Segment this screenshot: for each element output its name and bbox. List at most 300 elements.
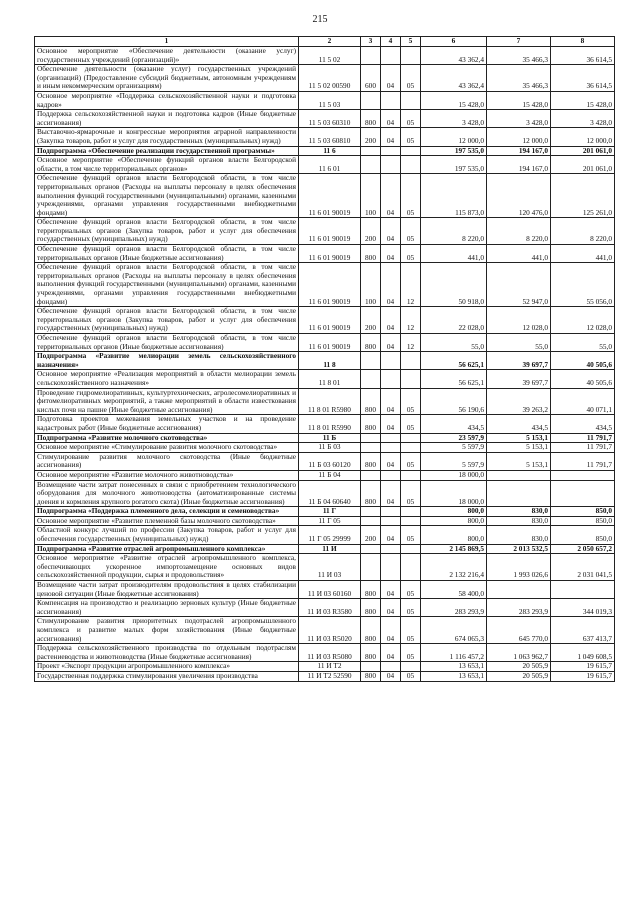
section-code: 04	[381, 307, 401, 334]
amount-year-1: 2 132 216,4	[421, 554, 487, 581]
row-name: Основное мероприятие «Обеспечение деятельности (оказание услуг) государственных учреждений (организаций)»	[35, 47, 299, 65]
amount-year-2: 39 697,7	[487, 370, 551, 388]
subsection-code: 05	[401, 644, 421, 662]
table-row	[35, 47, 615, 65]
amount-year-3: 15 428,0	[551, 91, 615, 109]
table-row	[35, 245, 615, 263]
expense-type: 100	[361, 263, 381, 307]
subsection-code: 05	[401, 245, 421, 263]
row-name: Государственная поддержка стимулирования увеличения производства	[35, 671, 299, 681]
table-row	[35, 370, 615, 388]
section-code	[381, 146, 401, 156]
row-name: Обеспечение функций органов власти Белгородской области, в том числе территориальных органов (Расходы на выплаты персоналу в целях обеспечения выполнения функций государственными (муниципальными) органами, казенными учреждениями, органами управления государственными внебюджетными фондами)	[35, 174, 299, 218]
target-code: 11 5 03	[299, 91, 361, 109]
table-row	[35, 581, 615, 599]
table-row	[35, 516, 615, 526]
amount-year-1: 800,0	[421, 516, 487, 526]
expense-type	[361, 544, 381, 554]
table-row	[35, 443, 615, 453]
page-number: 215	[312, 14, 328, 25]
expense-type	[361, 554, 381, 581]
row-name: Стимулирование развития приоритетных подотраслей агропромышленного комплекса и развитие малых форм хозяйствования (Иные бюджетные ассигнования)	[35, 617, 299, 644]
row-name: Подпрограмма «Развитие отраслей агропромышленного комплекса»	[35, 544, 299, 554]
amount-year-1: 56 190,6	[421, 388, 487, 415]
target-code: 11 8 01 R5990	[299, 415, 361, 433]
target-code: 11 5 03 60310	[299, 110, 361, 128]
expense-type: 800	[361, 581, 381, 599]
amount-year-1: 197 535,0	[421, 156, 487, 174]
section-code: 04	[381, 334, 401, 352]
expense-type: 800	[361, 388, 381, 415]
expense-type	[361, 433, 381, 443]
subsection-code: 05	[401, 599, 421, 617]
target-code: 11 И Т2	[299, 662, 361, 672]
amount-year-1: 434,5	[421, 415, 487, 433]
row-name: Основное мероприятие «Реализация мероприятий в области мелиорации земель сельскохозяйственного назначения»	[35, 370, 299, 388]
target-code: 11 Б 03	[299, 443, 361, 453]
table-row	[35, 526, 615, 544]
section-code: 04	[381, 65, 401, 92]
expense-type	[361, 516, 381, 526]
amount-year-3: 19 615,7	[551, 671, 615, 681]
row-name: Возмещение части затрат понесенных в связи с приобретением технологического оборудования для молочного животноводства (автоматизированные системы доения и кормления крупного рогатого скота) (Иные бюджетные ассигнования)	[35, 480, 299, 507]
expense-type: 800	[361, 671, 381, 681]
table-row	[35, 544, 615, 554]
row-name: Основное мероприятие «Развитие отраслей агропромышленного комплекса, обеспечивающих ускоренное импортозамещение основных видов сельскохозяйственной продукции, сырья и продовольствия»	[35, 554, 299, 581]
table-row	[35, 415, 615, 433]
row-name: Поддержка сельскохозяйственного производства по отдельным подотраслям растениеводства и животноводства (Иные бюджетные ассигнования)	[35, 644, 299, 662]
section-code: 04	[381, 480, 401, 507]
section-code	[381, 91, 401, 109]
header-col-8: 8	[551, 37, 615, 47]
expense-type: 800	[361, 644, 381, 662]
amount-year-3: 36 614,5	[551, 65, 615, 92]
section-code	[381, 47, 401, 65]
section-code	[381, 544, 401, 554]
amount-year-1: 5 597,9	[421, 443, 487, 453]
amount-year-1: 15 428,0	[421, 91, 487, 109]
amount-year-1: 18 000,0	[421, 470, 487, 480]
row-name: Подпрограмма «Развитие молочного скотоводства»	[35, 433, 299, 443]
target-code: 11 8 01	[299, 370, 361, 388]
amount-year-3: 125 261,0	[551, 174, 615, 218]
expense-type	[361, 370, 381, 388]
section-code	[381, 554, 401, 581]
target-code: 11 Б 04 60640	[299, 480, 361, 507]
row-name: Обеспечение деятельности (оказание услуг) государственных учреждений (организаций) (Предоставление субсидий бюджетным, автономным учреждениям и иным некоммерческим организациям)	[35, 65, 299, 92]
expense-type: 800	[361, 415, 381, 433]
section-code: 04	[381, 671, 401, 681]
header-row	[35, 37, 615, 47]
table-row	[35, 218, 615, 245]
row-name: Компенсация на производство и реализацию зерновых культур (Иные бюджетные ассигнования)	[35, 599, 299, 617]
expense-type: 800	[361, 110, 381, 128]
expense-type	[361, 470, 381, 480]
subsection-code: 12	[401, 307, 421, 334]
amount-year-1: 23 597,9	[421, 433, 487, 443]
section-code	[381, 516, 401, 526]
amount-year-3: 850,0	[551, 526, 615, 544]
subsection-code	[401, 554, 421, 581]
table-row	[35, 671, 615, 681]
table-row	[35, 156, 615, 174]
expense-type	[361, 47, 381, 65]
target-code: 11 И Т2 52590	[299, 671, 361, 681]
section-code: 04	[381, 128, 401, 146]
subsection-code	[401, 146, 421, 156]
table-row	[35, 174, 615, 218]
section-code	[381, 370, 401, 388]
amount-year-3	[551, 470, 615, 480]
amount-year-1: 13 653,1	[421, 671, 487, 681]
table-row	[35, 352, 615, 370]
row-name: Подпрограмма «Обеспечение реализации государственной программы»	[35, 146, 299, 156]
row-name: Обеспечение функций органов власти Белгородской области, в том числе территориальных органов (Иные бюджетные ассигнования)	[35, 245, 299, 263]
amount-year-3: 441,0	[551, 245, 615, 263]
target-code: 11 Б 04	[299, 470, 361, 480]
amount-year-3: 2 050 657,2	[551, 544, 615, 554]
target-code: 11 6 01 90019	[299, 245, 361, 263]
table-row	[35, 128, 615, 146]
expense-type	[361, 443, 381, 453]
amount-year-2: 20 505,9	[487, 671, 551, 681]
amount-year-2: 20 505,9	[487, 662, 551, 672]
header-col-5: 5	[401, 37, 421, 47]
table-body	[35, 47, 615, 682]
amount-year-1: 800,0	[421, 507, 487, 517]
section-code: 04	[381, 263, 401, 307]
amount-year-1: 800,0	[421, 526, 487, 544]
expense-type: 200	[361, 526, 381, 544]
section-code	[381, 443, 401, 453]
amount-year-2: 5 153,1	[487, 433, 551, 443]
section-code: 04	[381, 526, 401, 544]
section-code: 04	[381, 110, 401, 128]
header-col-2: 2	[299, 37, 361, 47]
amount-year-3: 12 028,0	[551, 307, 615, 334]
header-col-3: 3	[361, 37, 381, 47]
amount-year-3: 8 220,0	[551, 218, 615, 245]
amount-year-3: 40 505,6	[551, 370, 615, 388]
target-code: 11 5 02 00590	[299, 65, 361, 92]
target-code: 11 6 01 90019	[299, 218, 361, 245]
amount-year-2: 1 063 962,7	[487, 644, 551, 662]
amount-year-2: 194 167,0	[487, 156, 551, 174]
row-name: Подпрограмма «Поддержка племенного дела, селекции и семеноводства»	[35, 507, 299, 517]
amount-year-3: 55,0	[551, 334, 615, 352]
row-name: Возмещение части затрат производителям продовольствия в целях стабилизации ценовой ситуации (Иные бюджетные ассигнования)	[35, 581, 299, 599]
row-name: Обеспечение функций органов власти Белгородской области, в том числе территориальных органов (Расходы на выплаты персоналу в целях обеспечения выполнения функций государственными (муниципальными) органами, казенными учреждениями, органами управления государственными внебюджетными фондами)	[35, 263, 299, 307]
amount-year-1: 43 362,4	[421, 65, 487, 92]
row-name: Обеспечение функций органов власти Белгородской области, в том числе территориальных органов (Закупка товаров, работ и услуг для обеспечения государственных (муниципальных) нужд)	[35, 307, 299, 334]
expense-type: 200	[361, 218, 381, 245]
amount-year-2: 55,0	[487, 334, 551, 352]
header-col-7: 7	[487, 37, 551, 47]
amount-year-3: 36 614,5	[551, 47, 615, 65]
amount-year-2: 2 013 532,5	[487, 544, 551, 554]
subsection-code	[401, 507, 421, 517]
amount-year-2: 12 000,0	[487, 128, 551, 146]
subsection-code	[401, 47, 421, 65]
subsection-code	[401, 470, 421, 480]
table-row	[35, 433, 615, 443]
subsection-code: 05	[401, 128, 421, 146]
amount-year-3: 11 791,7	[551, 433, 615, 443]
row-name: Обеспечение функций органов власти Белгородской области, в том числе территориальных органов (Закупка товаров, работ и услуг для обеспечения государственных (муниципальных) нужд)	[35, 218, 299, 245]
subsection-code	[401, 544, 421, 554]
target-code: 11 И	[299, 544, 361, 554]
subsection-code: 05	[401, 174, 421, 218]
amount-year-1: 2 145 869,5	[421, 544, 487, 554]
amount-year-2: 12 028,0	[487, 307, 551, 334]
amount-year-3: 201 061,0	[551, 156, 615, 174]
subsection-code: 05	[401, 617, 421, 644]
amount-year-1: 115 873,0	[421, 174, 487, 218]
section-code: 04	[381, 218, 401, 245]
amount-year-3: 11 791,7	[551, 452, 615, 470]
amount-year-1: 43 362,4	[421, 47, 487, 65]
target-code: 11 6 01 90019	[299, 334, 361, 352]
row-name: Основное мероприятие «Поддержка сельскохозяйственной науки и подготовка кадров»	[35, 91, 299, 109]
amount-year-2: 830,0	[487, 516, 551, 526]
amount-year-3: 55 056,0	[551, 263, 615, 307]
expense-type: 800	[361, 617, 381, 644]
subsection-code: 05	[401, 65, 421, 92]
amount-year-1: 22 028,0	[421, 307, 487, 334]
amount-year-1: 18 000,0	[421, 480, 487, 507]
row-name: Основное мероприятие «Стимулирование развития молочного скотоводства»	[35, 443, 299, 453]
row-name: Выставочно-ярмарочные и конгрессные мероприятия аграрной направленности (Закупка товаров, работ и услуг для государственных (муниципальных) нужд)	[35, 128, 299, 146]
subsection-code	[401, 433, 421, 443]
expense-type	[361, 156, 381, 174]
amount-year-2: 283 293,9	[487, 599, 551, 617]
amount-year-2: 39 697,7	[487, 352, 551, 370]
target-code: 11 И 03 R3580	[299, 599, 361, 617]
amount-year-2: 52 947,0	[487, 263, 551, 307]
row-name: Основное мероприятие «Развитие молочного животноводства»	[35, 470, 299, 480]
section-code	[381, 470, 401, 480]
amount-year-2: 194 167,0	[487, 146, 551, 156]
expense-type: 800	[361, 480, 381, 507]
amount-year-1: 441,0	[421, 245, 487, 263]
section-code: 04	[381, 644, 401, 662]
target-code: 11 Г 05 29999	[299, 526, 361, 544]
amount-year-3: 637 413,7	[551, 617, 615, 644]
header-col-1: 1	[35, 37, 299, 47]
amount-year-3: 344 019,3	[551, 599, 615, 617]
table-row	[35, 263, 615, 307]
amount-year-3: 201 061,0	[551, 146, 615, 156]
amount-year-1: 197 535,0	[421, 146, 487, 156]
table-row	[35, 91, 615, 109]
amount-year-1: 8 220,0	[421, 218, 487, 245]
target-code: 11 6 01	[299, 156, 361, 174]
target-code: 11 И 03	[299, 554, 361, 581]
section-code	[381, 507, 401, 517]
table-row	[35, 470, 615, 480]
row-name: Подготовка проектов межевания земельных участков и на проведение кадастровых работ (Иные бюджетные ассигнования)	[35, 415, 299, 433]
section-code: 04	[381, 415, 401, 433]
expense-type	[361, 507, 381, 517]
amount-year-2: 120 476,0	[487, 174, 551, 218]
target-code: 11 Г 05	[299, 516, 361, 526]
subsection-code	[401, 443, 421, 453]
expense-type: 600	[361, 65, 381, 92]
section-code	[381, 352, 401, 370]
target-code: 11 6 01 90019	[299, 263, 361, 307]
section-code: 04	[381, 617, 401, 644]
target-code: 11 Г	[299, 507, 361, 517]
amount-year-2: 5 153,1	[487, 452, 551, 470]
amount-year-2: 830,0	[487, 507, 551, 517]
amount-year-3: 19 615,7	[551, 662, 615, 672]
target-code: 11 6 01 90019	[299, 307, 361, 334]
amount-year-2	[487, 470, 551, 480]
section-code	[381, 433, 401, 443]
expense-type	[361, 662, 381, 672]
target-code: 11 Б 03 60120	[299, 452, 361, 470]
expense-type	[361, 352, 381, 370]
amount-year-1: 13 653,1	[421, 662, 487, 672]
subsection-code: 12	[401, 263, 421, 307]
subsection-code: 05	[401, 671, 421, 681]
row-name: Проведение гидромелиоративных, культуртехнических, агролесомелиоративных и фитомелиоративных мероприятий, а также мероприятий в области известкования кислых почв на пашне (Иные бюджетные ассигнования)	[35, 388, 299, 415]
amount-year-2: 441,0	[487, 245, 551, 263]
table-row	[35, 480, 615, 507]
table-row	[35, 507, 615, 517]
section-code: 04	[381, 599, 401, 617]
table-row	[35, 599, 615, 617]
amount-year-3: 434,5	[551, 415, 615, 433]
row-name: Проект «Экспорт продукции агропромышленного комплекса»	[35, 662, 299, 672]
amount-year-2: 434,5	[487, 415, 551, 433]
row-name: Областной конкурс лучший по профессии (Закупка товаров, работ и услуг для обеспечения государственных (муниципальных) нужд)	[35, 526, 299, 544]
table-row	[35, 452, 615, 470]
row-name: Поддержка сельскохозяйственной науки и подготовка кадров (Иные бюджетные ассигнования)	[35, 110, 299, 128]
table-row	[35, 388, 615, 415]
amount-year-3	[551, 581, 615, 599]
subsection-code: 05	[401, 388, 421, 415]
amount-year-2	[487, 581, 551, 599]
subsection-code	[401, 370, 421, 388]
subsection-code: 05	[401, 581, 421, 599]
row-name: Основное мероприятие «Обеспечение функций органов власти Белгородской области, в том числе территориальных органов»	[35, 156, 299, 174]
target-code: 11 5 03 60810	[299, 128, 361, 146]
subsection-code: 05	[401, 218, 421, 245]
row-name: Подпрограмма «Развитие мелиорации земель сельскохозяйственного назначения»	[35, 352, 299, 370]
amount-year-1: 56 625,1	[421, 352, 487, 370]
amount-year-1: 5 597,9	[421, 452, 487, 470]
amount-year-2: 8 220,0	[487, 218, 551, 245]
subsection-code: 12	[401, 334, 421, 352]
amount-year-3	[551, 480, 615, 507]
section-code: 04	[381, 174, 401, 218]
amount-year-1: 56 625,1	[421, 370, 487, 388]
section-code	[381, 156, 401, 174]
expense-type: 200	[361, 307, 381, 334]
subsection-code: 05	[401, 110, 421, 128]
amount-year-3: 12 000,0	[551, 128, 615, 146]
amount-year-2	[487, 480, 551, 507]
expense-type: 800	[361, 452, 381, 470]
amount-year-1: 3 428,0	[421, 110, 487, 128]
subsection-code: 05	[401, 415, 421, 433]
target-code: 11 8	[299, 352, 361, 370]
amount-year-1: 12 000,0	[421, 128, 487, 146]
amount-year-1: 50 918,0	[421, 263, 487, 307]
table-row	[35, 617, 615, 644]
amount-year-2: 830,0	[487, 526, 551, 544]
amount-year-3: 850,0	[551, 516, 615, 526]
row-name: Стимулирование развития молочного скотоводства (Иные бюджетные ассигнования)	[35, 452, 299, 470]
subsection-code	[401, 91, 421, 109]
amount-year-2: 3 428,0	[487, 110, 551, 128]
target-code: 11 8 01 R5980	[299, 388, 361, 415]
amount-year-3: 2 031 041,5	[551, 554, 615, 581]
amount-year-3: 40 505,6	[551, 352, 615, 370]
section-code: 04	[381, 245, 401, 263]
expense-type: 800	[361, 599, 381, 617]
table-row	[35, 554, 615, 581]
row-name: Основное мероприятие «Развитие племенной базы молочного скотоводства»	[35, 516, 299, 526]
amount-year-2: 15 428,0	[487, 91, 551, 109]
amount-year-3: 1 049 608,5	[551, 644, 615, 662]
section-code: 04	[381, 452, 401, 470]
amount-year-1: 58 400,0	[421, 581, 487, 599]
row-name: Обеспечение функций органов власти Белгородской области, в том числе территориальных органов (Иные бюджетные ассигнования)	[35, 334, 299, 352]
section-code: 04	[381, 581, 401, 599]
target-code: 11 Б	[299, 433, 361, 443]
target-code: 11 6 01 90019	[299, 174, 361, 218]
header-col-4: 4	[381, 37, 401, 47]
amount-year-2: 5 153,1	[487, 443, 551, 453]
amount-year-2: 39 263,2	[487, 388, 551, 415]
section-code: 04	[381, 388, 401, 415]
amount-year-1: 283 293,9	[421, 599, 487, 617]
amount-year-1: 674 065,3	[421, 617, 487, 644]
amount-year-1: 55,0	[421, 334, 487, 352]
subsection-code	[401, 516, 421, 526]
expense-type: 800	[361, 245, 381, 263]
table-row	[35, 662, 615, 672]
expense-type: 200	[361, 128, 381, 146]
subsection-code	[401, 662, 421, 672]
amount-year-3: 40 071,1	[551, 388, 615, 415]
target-code: 11 6	[299, 146, 361, 156]
expense-type: 800	[361, 334, 381, 352]
subsection-code: 05	[401, 480, 421, 507]
subsection-code	[401, 352, 421, 370]
amount-year-2: 35 466,3	[487, 47, 551, 65]
header-col-6: 6	[421, 37, 487, 47]
subsection-code: 05	[401, 526, 421, 544]
expense-type	[361, 146, 381, 156]
table-row	[35, 334, 615, 352]
expense-type	[361, 91, 381, 109]
subsection-code	[401, 156, 421, 174]
amount-year-2: 645 770,0	[487, 617, 551, 644]
amount-year-3: 850,0	[551, 507, 615, 517]
amount-year-3: 3 428,0	[551, 110, 615, 128]
amount-year-2: 1 993 026,6	[487, 554, 551, 581]
amount-year-2: 35 466,3	[487, 65, 551, 92]
table-row	[35, 110, 615, 128]
expense-type: 100	[361, 174, 381, 218]
table-row	[35, 307, 615, 334]
amount-year-1: 1 116 457,2	[421, 644, 487, 662]
subsection-code: 05	[401, 452, 421, 470]
table-row	[35, 65, 615, 92]
